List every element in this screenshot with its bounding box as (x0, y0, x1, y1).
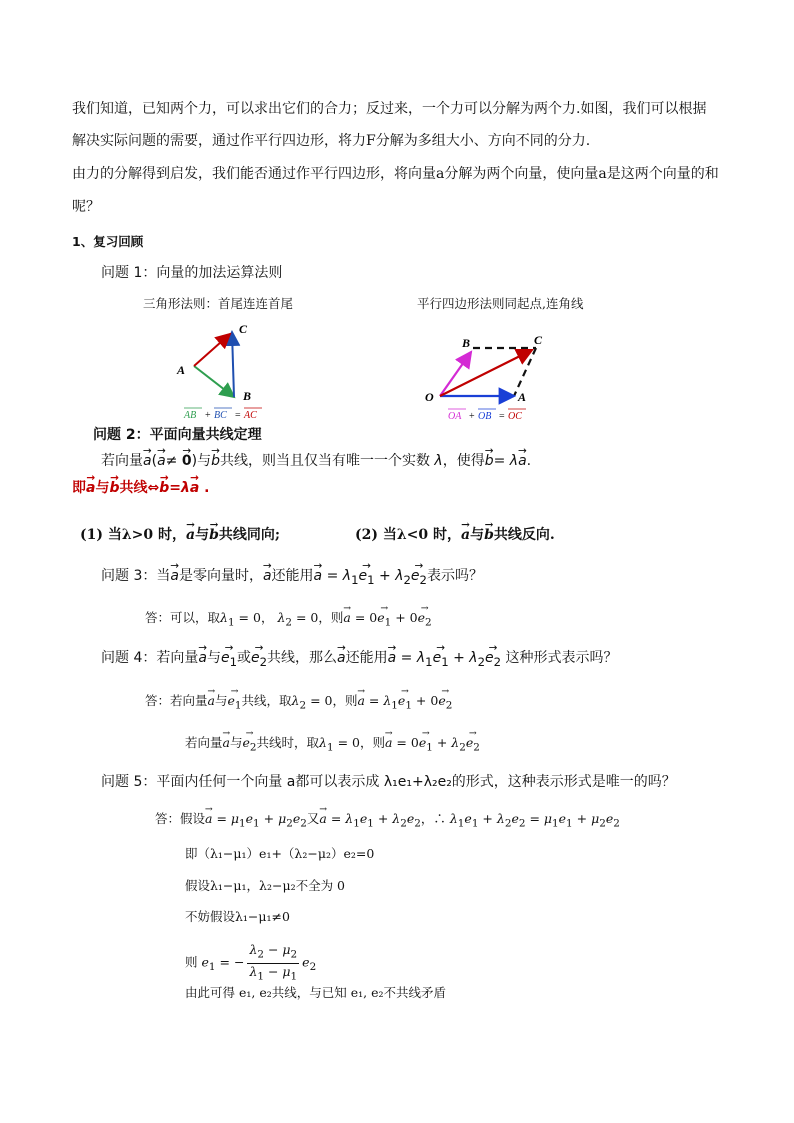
q4-answer-2: 若向量→ a与→ $e_2$共线时，取$\lambda_1 = 0$，则→ $a = 0\to e_1 + \lambda_2\to e_2$ (185, 733, 480, 758)
intro-line-1: 我们知道，已知两个力，可以求出它们的合力；反过来，一个力可以分解为两个力.如图，我们可以根据 (72, 101, 707, 117)
label-A: A (177, 363, 186, 377)
q5-step-2: 假设λ₁−μ₁，λ₂−μ₂不全为 0 (185, 878, 346, 893)
q5-step-1: 即（λ₁−μ₁）e₁+（λ₂−μ₂）e₂=0 (185, 846, 375, 861)
label-A2: A (518, 390, 527, 404)
q5-step-3: 不妨假设λ₁−μ₁≠0 (185, 909, 290, 924)
triangle-diagram (170, 318, 270, 430)
vector-AC-arrow (194, 334, 230, 366)
parallelogram-diagram (418, 330, 558, 426)
q2-case-2: (2) 当λ<0 时，→ a与→ b共线反向. (355, 525, 555, 545)
section-title: 1、复习回顾 (72, 234, 144, 249)
label-C2: C (534, 333, 543, 347)
q2-statement: 若向量→ a(→ a≠ → 0)与→ b共线，则当且仅当有唯一一个实数 λ，使得→ b= λ→ a. (101, 451, 531, 471)
label-B: B (243, 389, 252, 403)
parallelogram-caption: 平行四边形法则同起点,连角线 (417, 296, 584, 311)
intro-line-2: 解决实际问题的需要，通过作平行四边形，将力F分解为多组大小、方向不同的分力. (72, 133, 591, 149)
vector-BC-arrow (232, 332, 234, 397)
q2-title: 问题 2：平面向量共线定理 (93, 427, 262, 443)
q4-title: 问题 4：若向量→ a与→ $e_1$或→ $e_2$共线，那么→ a还能用→ $a = \lambda_1\to e_1 + \lambda_2\to e_2$ 这种形式表示吗？ (101, 648, 618, 672)
q4-answer-1: 答：若向量→ a与→ $e_1$共线，取$\lambda_2 = 0$，则→ $a = \lambda_1\to e_1 + 0\to e_2$ (145, 691, 452, 716)
q5-answer: 答：假设→ $a = \mu_1e_1 + \mu_2e_2$又→ $a = \lambda_1e_1 + \lambda_2e_2$，∴ $\lambda_1e_1 + \lambda_2e_2 = \mu_1e_1 + \mu_2e_2$ (155, 809, 620, 834)
svg-text:=: = (235, 410, 241, 421)
eq-AC: AC (244, 410, 257, 421)
eq-AB: AB (184, 410, 197, 421)
intro-line-4: 呢？ (72, 199, 100, 215)
eq-BC: BC (214, 410, 227, 421)
svg-text:+: + (469, 411, 475, 422)
q5-step-5: 由此可得 e₁, e₂共线，与已知 e₁, e₂不共线矛盾 (185, 985, 446, 1000)
vector-AB-arrow (194, 366, 234, 397)
q2-conclusion: 即→ a与→ b共线⇔→ b=λ→ a . (72, 478, 210, 498)
eq-OB: OB (478, 411, 492, 422)
q3-title: 问题 3：当→ a是零向量时，→ a还能用→ $a = \lambda_1\to e_1 + \lambda_2\to e_2$表示吗？ (101, 566, 483, 590)
label-B2: B (462, 336, 471, 350)
label-C: C (239, 322, 248, 336)
q1-title: 问题 1：向量的加法运算法则 (101, 265, 283, 281)
intro-line-3: 由力的分解得到启发，我们能否通过作平行四边形，将向量a分解为两个向量，使向量a是这两个向量的和 (72, 166, 719, 182)
eq-OC: OC (508, 411, 522, 422)
q3-answer: 答：可以，取$\lambda_1 = 0$， $\lambda_2 = 0$，则→ $a = 0\to e_1 + 0\to e_2$ (145, 608, 432, 633)
label-O: O (425, 390, 434, 404)
q2-case-1: (1) 当λ>0 时，→ a与→ b共线同向; (80, 525, 280, 545)
svg-text:+: + (205, 410, 211, 421)
triangle-caption: 三角形法则：首尾连连首尾 (143, 296, 294, 311)
eq-OA: OA (448, 411, 462, 422)
q5-step-4: 则 $e_1$ = − $\frac{\lambda_2 - \mu_2}{\lambda_1 - \mu_1}$ $e_2$ (185, 942, 317, 982)
q5-title: 问题 5：平面内任何一个向量 a都可以表示成 λ₁e₁+λ₂e₂的形式，这种表示形式是唯一的吗？ (101, 774, 676, 790)
svg-text:=: = (499, 411, 505, 422)
